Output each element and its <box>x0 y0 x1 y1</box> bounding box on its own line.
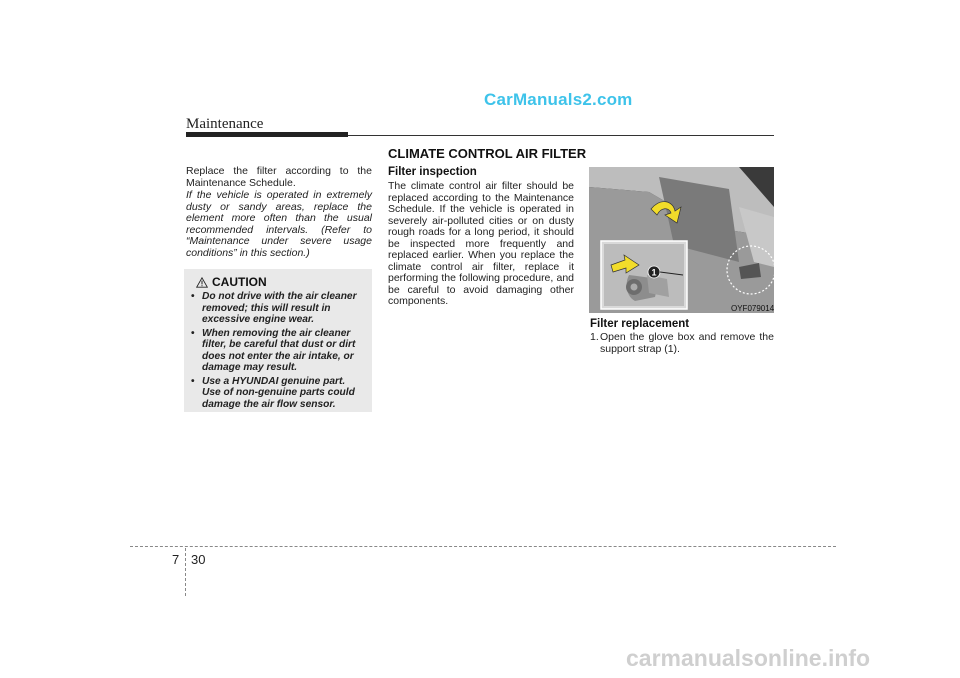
footer-divider <box>185 548 186 596</box>
caution-item: • Use a HYUNDAI genuine part. Use of non-genuine parts could damage the air flow sensor. <box>190 376 364 411</box>
page-number: 30 <box>191 552 206 567</box>
filter-replacement-heading: Filter replacement <box>590 318 690 330</box>
warning-triangle-icon <box>196 277 208 288</box>
intro-text: Replace the filter according to the Maintenance Schedule. <box>186 165 372 189</box>
caution-list <box>190 291 364 412</box>
caution-header <box>196 275 267 289</box>
glove-box-illustration <box>589 167 774 313</box>
filter-inspection-heading: Filter inspection <box>388 166 477 178</box>
footer-rule <box>130 546 836 547</box>
filter-inspection-text: The climate control air filter should be replaced according to the Maintenance Schedule. If the vehicle is operated in severely air-polluted cities or on dusty rough roads for a long period, it should be inspected more frequently and replaced earlier. When you replace the climate control air filter, replace it performing the following procedure, and be careful to avoid damaging other components. <box>388 180 574 307</box>
caution-title: CAUTION <box>212 275 267 289</box>
section-title: CLIMATE CONTROL AIR FILTER <box>388 146 587 161</box>
glove-box-photo <box>589 167 774 313</box>
caution-item: • Do not drive with the air cleaner removed; this will result in excessive engine wear. <box>190 291 364 326</box>
figure-caption: OYF079014 <box>731 304 775 313</box>
step-text: Open the glove box and remove the support strap (1). <box>600 331 774 355</box>
caution-box <box>184 269 372 412</box>
step-number: 1. <box>590 331 599 343</box>
caution-item: • When removing the air cleaner filter, be careful that dust or dirt does not enter the air intake, or damage may result. <box>190 328 364 374</box>
italic-note: If the vehicle is operated in extremely dusty or sandy areas, replace the element more often than the usual recommended intervals. (Refer to “Maintenance under severe usage conditions” in this section.) <box>186 189 372 259</box>
header-title: Maintenance <box>186 116 264 132</box>
header-bar <box>186 132 348 137</box>
chapter-number: 7 <box>172 552 180 567</box>
replacement-step <box>590 332 774 355</box>
callout-number: 1 <box>651 267 657 278</box>
watermark-top: CarManuals2.com <box>484 90 633 109</box>
watermark-bottom: carmanualsonline.info <box>626 645 871 671</box>
